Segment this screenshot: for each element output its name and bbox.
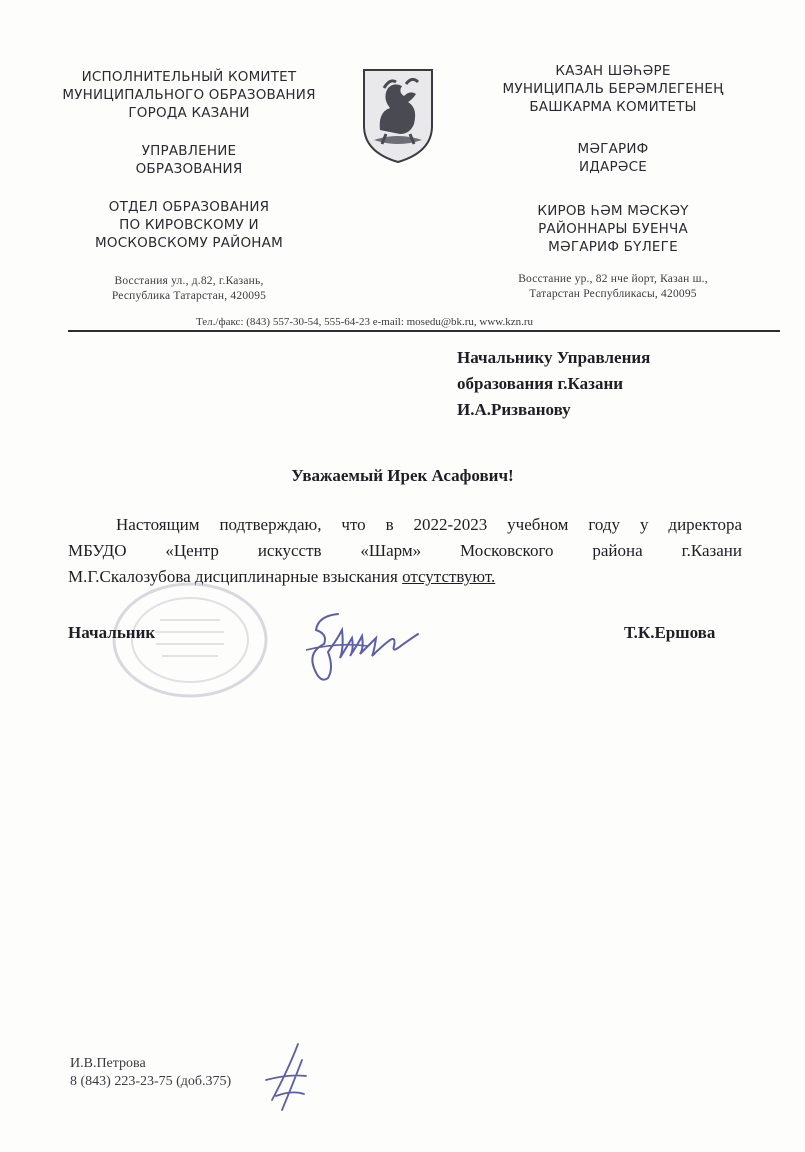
org-name-tt: [482, 62, 744, 116]
body-line-2: МБУДО «Центр искусств «Шарм» Московского района г.Казани: [68, 541, 742, 560]
header-right: [482, 62, 744, 302]
dept-name-tt: [482, 140, 744, 176]
executor-info: [70, 1055, 231, 1091]
addressee-line: образования г.Казани: [457, 374, 624, 393]
body-underlined-word: отсутствуют.: [402, 567, 496, 586]
executor-phone: 8 (843) 223-23-75 (доб.375): [70, 1074, 232, 1089]
header-divider: [68, 330, 780, 332]
addressee-block: [457, 345, 650, 423]
division-line: КИРОВ ҺӘМ МӘСКӘҮ: [537, 203, 689, 219]
dept-line: МӘГАРИФ: [577, 141, 649, 157]
signatory-title: Начальник: [68, 623, 156, 642]
division-line: МОСКОВСКОМУ РАЙОНАМ: [95, 235, 283, 251]
executor-signature-icon: [258, 1040, 310, 1116]
dept-line: ОБРАЗОВАНИЯ: [135, 161, 243, 177]
addressee-line: Начальнику Управления: [457, 348, 651, 367]
greeting: Уважаемый Ирек Асафович!: [291, 466, 514, 485]
header-left: [60, 68, 318, 304]
division-line: МӘГАРИФ БҮЛЕГЕ: [548, 239, 678, 255]
coat-of-arms-icon: [360, 68, 436, 164]
org-line: ГОРОДА КАЗАНИ: [128, 105, 250, 121]
org-line: БАШКАРМА КОМИТЕТЫ: [529, 99, 697, 115]
address-line: Республика Татарстан, 420095: [111, 290, 267, 302]
body-line-1: Настоящим подтверждаю, что в 2022-2023 учебном году у директора: [116, 515, 742, 534]
division-name-tt: [482, 202, 744, 256]
address-line: Восстание ур., 82 нче йорт, Казан ш.,: [518, 273, 708, 285]
division-line: ПО КИРОВСКОМУ И: [119, 217, 259, 233]
org-line: МУНИЦИПАЛЬ БЕРӘМЛЕГЕНЕҢ: [502, 81, 724, 97]
address-ru: [60, 274, 318, 304]
executor-name: И.В.Петрова: [70, 1056, 146, 1071]
org-line: КАЗАН ШӘҺӘРЕ: [555, 63, 671, 79]
address-line: Татарстан Республикасы, 420095: [529, 288, 697, 300]
signatory-name: Т.К.Ершова: [624, 623, 716, 642]
division-line: РАЙОННАРЫ БУЕНЧА: [538, 221, 688, 237]
letter-body: [68, 512, 742, 590]
org-name-ru: [60, 68, 318, 122]
org-line: МУНИЦИПАЛЬНОГО ОБРАЗОВАНИЯ: [62, 87, 316, 103]
body-line-3-text: М.Г.Скалозубова дисциплинарные взыскания: [68, 567, 403, 586]
dept-line: ИДАРӘСЕ: [578, 159, 647, 175]
org-line: ИСПОЛНИТЕЛЬНЫЙ КОМИТЕТ: [81, 69, 297, 85]
addressee-line: И.А.Ризванову: [457, 400, 571, 419]
contacts-line: Тел./факс: (843) 557-30-54, 555-64-23 e-mail: mosedu@bk.ru, www.kzn.ru: [196, 316, 534, 328]
division-line: ОТДЕЛ ОБРАЗОВАНИЯ: [108, 199, 270, 215]
division-name-ru: [60, 198, 318, 252]
dept-name-ru: [60, 142, 318, 178]
address-line: Восстания ул., д.82, г.Казань,: [114, 275, 264, 287]
dept-line: УПРАВЛЕНИЕ: [141, 143, 237, 159]
signature-icon: [298, 608, 428, 690]
address-tt: [482, 272, 744, 302]
